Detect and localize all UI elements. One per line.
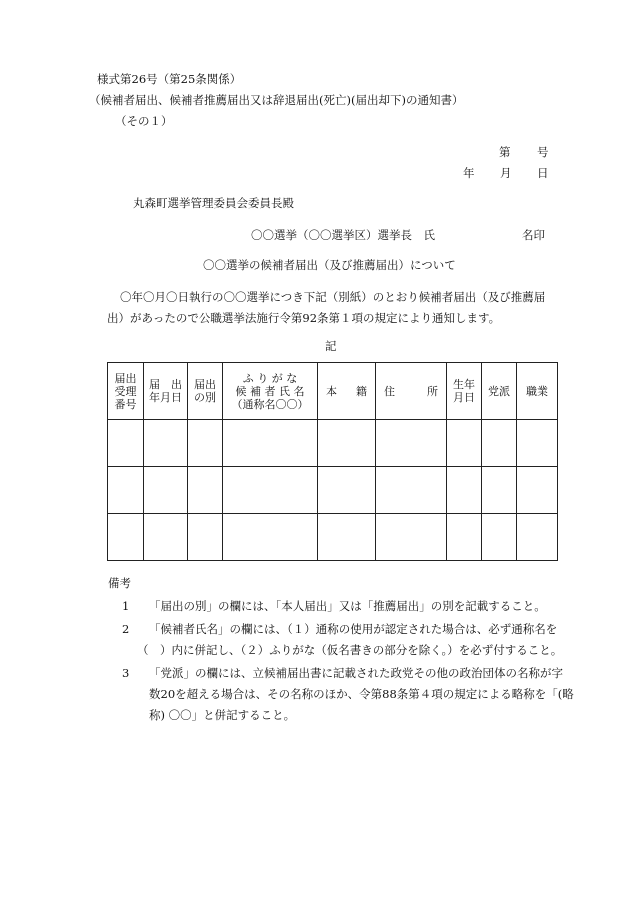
table-cell (108, 420, 144, 467)
table-cell (376, 514, 447, 561)
table-cell (376, 467, 447, 514)
table-cell (517, 514, 558, 561)
table-cell (188, 467, 223, 514)
header-address: 住 所 (376, 363, 447, 420)
header-occupation: 職業 (517, 363, 558, 420)
header-filing-date: 届 出 年月日 (144, 363, 188, 420)
header-receipt-number: 届出 受理 番号 (108, 363, 144, 420)
table-cell (447, 514, 482, 561)
table-cell (223, 467, 318, 514)
document-part: （その１） (115, 114, 173, 128)
table-cell (482, 467, 517, 514)
candidate-table (107, 362, 558, 561)
table-cell (482, 420, 517, 467)
table-cell (376, 420, 447, 467)
table-cell (318, 514, 376, 561)
notes-title: 備考 (108, 576, 131, 590)
note-2-line-1: 「候補者氏名」の欄には、（１）通称の使用が認定された場合は、必ず通称名を (149, 622, 558, 636)
table-cell (223, 420, 318, 467)
table-cell (447, 420, 482, 467)
body-line-2: 出）があったので公職選挙法施行令第92条第１項の規定により通知します。 (107, 311, 501, 325)
date-year-label: 年 (463, 166, 475, 180)
date-day-label: 日 (537, 166, 549, 180)
addressee: 丸森町選挙管理委員会委員長殿 (133, 196, 294, 210)
note-2-number: 2 (122, 622, 130, 636)
table-cell (447, 467, 482, 514)
table-cell (318, 420, 376, 467)
note-1-text: 「届出の別」の欄には、「本人届出」又は「推薦届出」の別を記載すること。 (149, 599, 546, 613)
table-cell (318, 467, 376, 514)
header-filing-type: 届出 の別 (188, 363, 223, 420)
subject: 〇〇選挙の候補者届出（及び推薦届出）について (203, 258, 456, 272)
table-cell (517, 420, 558, 467)
table-cell (223, 514, 318, 561)
note-2-line-2: （ ）内に併記し、（２）ふりがな（仮名書きの部分を除く。）を必ず付すること。 (137, 643, 563, 657)
form-number: 様式第26号（第25条関係） (97, 72, 242, 86)
table-header-row (108, 363, 558, 420)
date-month-label: 月 (500, 166, 512, 180)
note-3-line-3: 称) 〇〇」と併記すること。 (149, 708, 296, 722)
document-title: （候補者届出、候補者推薦届出又は辞退届出(死亡)(届出却下)の通知書） (89, 93, 464, 107)
table-cell (144, 420, 188, 467)
table-cell (108, 467, 144, 514)
header-candidate-name: ふ り が な 候 補 者 氏 名 （通称名〇〇） (223, 363, 318, 420)
header-domicile: 本 籍 (318, 363, 376, 420)
seal-label: 名印 (522, 228, 545, 242)
issue-number-label: 第 (499, 145, 511, 159)
table-cell (144, 514, 188, 561)
table-cell (188, 420, 223, 467)
body-line-1: 〇年〇月〇日執行の〇〇選挙につき下記（別紙）のとおり候補者届出（及び推薦届 (120, 290, 546, 304)
table-row (108, 514, 558, 561)
table-row (108, 420, 558, 467)
note-3-line-2: 数20を超える場合は、その名称のほか、令第88条第４項の規定による略称を「(略 (149, 687, 574, 701)
note-3-line-1: 「党派」の欄には、立候補届出書に記載された政党その他の政治団体の名称が字 (149, 666, 563, 680)
sender-role: 〇〇選挙（〇〇選挙区）選挙長 氏 (251, 228, 435, 242)
header-party: 党派 (482, 363, 517, 420)
note-1-number: 1 (122, 599, 130, 613)
table-cell (108, 514, 144, 561)
table-cell (517, 467, 558, 514)
table-cell (144, 467, 188, 514)
table-row (108, 467, 558, 514)
table-cell (188, 514, 223, 561)
note-3-number: 3 (122, 666, 130, 680)
ki-label: 記 (325, 339, 337, 353)
issue-go-label: 号 (537, 145, 549, 159)
header-birthdate: 生年 月日 (447, 363, 482, 420)
table-cell (482, 514, 517, 561)
